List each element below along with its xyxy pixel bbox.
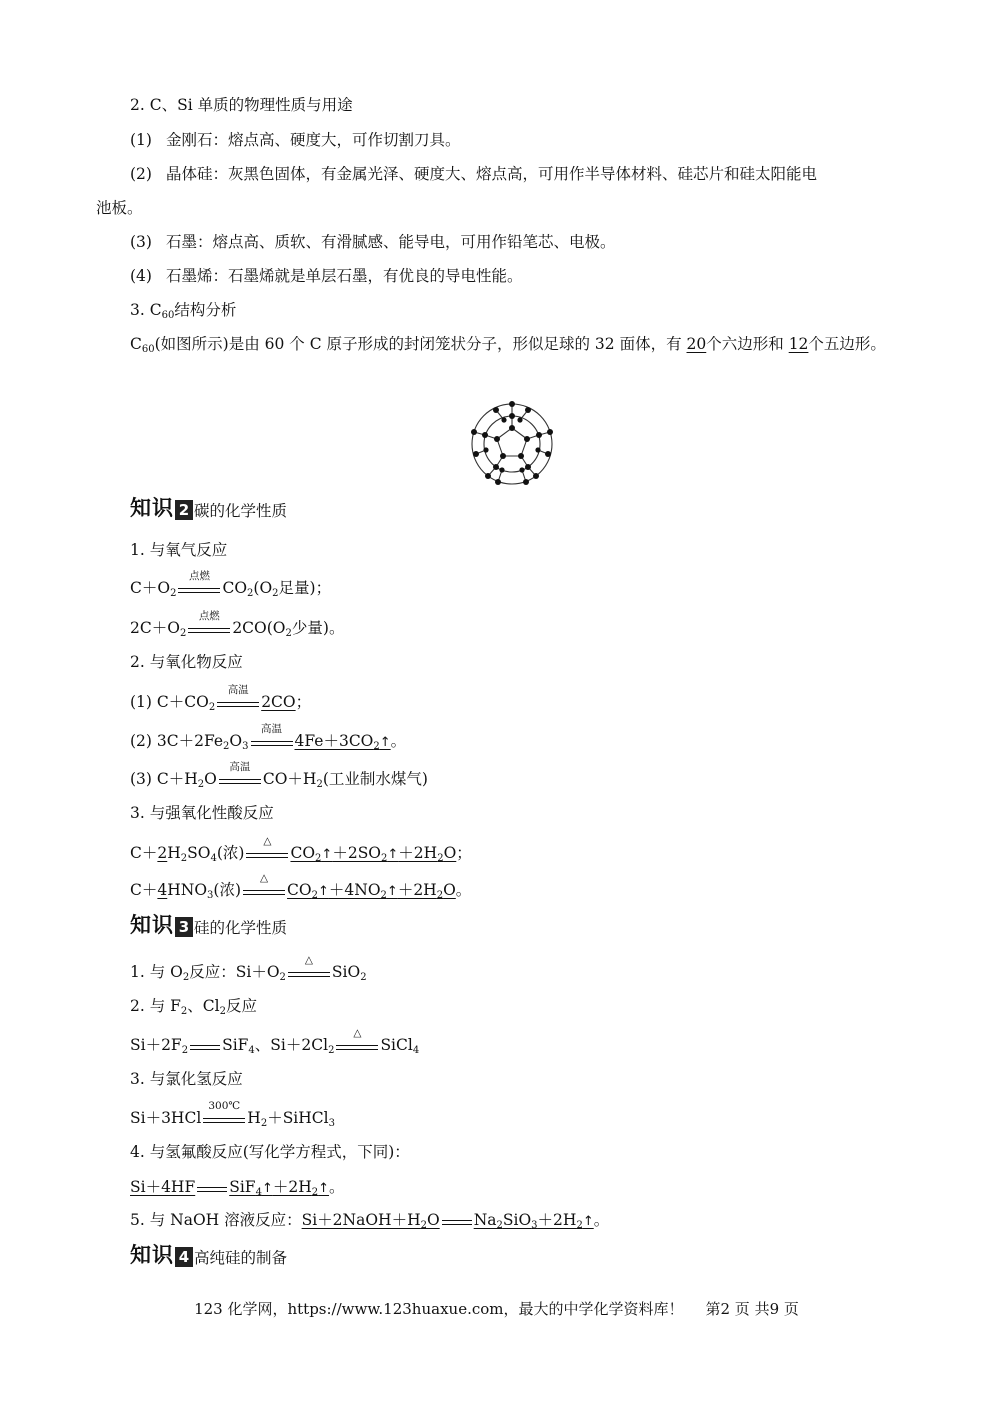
sub-heading: 3. 与强氧化性酸反应 <box>130 804 274 822</box>
reaction-condition: 300℃ <box>208 1100 241 1112</box>
sub-heading: 2. 与氧化物反应 <box>130 653 243 671</box>
list-item-number: (2) <box>130 165 152 183</box>
list-item-number: (1) <box>130 131 152 149</box>
text: (浓) <box>213 881 242 899</box>
equation: Si＋3HCl 300℃ $H_2+SiHCl_3$ <box>130 1100 335 1129</box>
text: (O <box>253 579 273 597</box>
knowledge-label: 知识 <box>130 913 174 937</box>
c60-molecule-image <box>466 398 558 490</box>
text: 反应： <box>189 963 236 981</box>
knowledge-badge: 4 <box>175 1247 193 1267</box>
text: 、Cl <box>187 997 220 1015</box>
text: 反应 <box>225 997 257 1015</box>
section-heading-c-si: 2. C、Si 单质的物理性质与用途 <box>130 96 353 114</box>
footer-text: 123 化学网，https://www.123huaxue.com，最大的中学化学资料库！ <box>194 1300 684 1318</box>
text: (浓) <box>216 844 245 862</box>
equation: (2) $3C+2Fe_2O_3$ 高温 $4Fe+3CO_2↑$。 <box>130 723 407 752</box>
list-item-number: (4) <box>130 267 152 285</box>
sub-heading: 3. 与氯化氢反应 <box>130 1070 243 1088</box>
equation: $Si+2F_2$ SiF$_4$、$Si+2Cl_2$ △ SiCl$_4$ <box>130 1027 420 1056</box>
c60-paragraph <box>96 327 898 361</box>
heading-text: 3. C <box>130 301 162 319</box>
reaction-condition: 高温 <box>229 761 251 773</box>
list-item-number: (3) <box>130 233 152 251</box>
knowledge-title: 碳的化学性质 <box>194 502 288 520</box>
reaction-condition: 点燃 <box>188 570 210 582</box>
knowledge-badge: 2 <box>175 500 193 520</box>
list-item-text: 金刚石：熔点高、硬度大，可作切割刀具。 <box>166 131 461 149</box>
equation: Si＋4HF $SiF_4↑+2H_2↑$。 <box>130 1178 345 1198</box>
text: 1. 与 O <box>130 963 183 981</box>
page-footer <box>0 1298 993 1319</box>
reaction-condition: △ <box>263 835 272 847</box>
list-item <box>130 130 461 150</box>
equation: 1. 与 $O_2$反应：$Si+O_2$ △ SiO$_2$ <box>130 954 367 983</box>
list-item-text: 石墨：熔点高、质软、有滑腻感、能导电，可用作铅笔芯、电极。 <box>166 233 616 251</box>
knowledge-heading-4 <box>130 1241 287 1269</box>
list-item-text: 晶体硅：灰黑色固体，有金属光泽、硬度大、熔点高，可用作半导体材料、硅芯片和硅太阳能电 <box>166 165 818 183</box>
text: 2. 与 F <box>130 997 181 1015</box>
equation: $C+2H_2SO_4$(浓) △ $CO_2↑+2SO_2↑+2H_2O$； <box>130 835 472 864</box>
text: 少量)。 <box>291 619 345 637</box>
reaction-condition: △ <box>304 954 313 966</box>
equation: (1) $C+CO_2$ 高温 2CO； <box>130 684 312 713</box>
knowledge-label: 知识 <box>130 1243 174 1267</box>
sub-heading: 1. 与氧气反应 <box>130 541 228 559</box>
text: C <box>130 335 142 353</box>
hexagon-count: 20 <box>686 335 707 353</box>
text: (工业制水煤气) <box>322 770 428 788</box>
sub-heading: 4. 与氢氟酸反应(写化学方程式，下同)： <box>130 1143 410 1161</box>
reaction-condition: △ <box>353 1027 362 1039</box>
text: (如图所示)是由 60 个 C 原子形成的封闭笼状分子，形似足球的 32 面体，有 <box>154 335 687 353</box>
heading-text: 结构分析 <box>174 301 237 319</box>
equation: (3) $C+H_2O$ 高温 $CO+H_2$(工业制水煤气) <box>130 761 428 790</box>
text: 个六边形和 <box>706 335 789 353</box>
text: 个五边形。 <box>808 335 886 353</box>
list-item-continuation: 池板。 <box>96 199 143 217</box>
reaction-condition: 高温 <box>227 684 249 696</box>
text: 5. 与 NaOH 溶液反应： <box>130 1211 302 1229</box>
knowledge-title: 硅的化学性质 <box>194 919 288 937</box>
knowledge-label: 知识 <box>130 496 174 520</box>
knowledge-heading-3 <box>130 911 287 939</box>
reaction-condition: △ <box>259 872 269 884</box>
knowledge-badge: 3 <box>175 917 193 937</box>
text: 足量)； <box>278 579 332 597</box>
page-number: 第2 页 共9 页 <box>705 1300 799 1318</box>
subscript: 60 <box>161 310 175 321</box>
text: (O <box>266 619 286 637</box>
sub-heading: 2. 与 $F_2$、$Cl_2$反应 <box>130 997 257 1017</box>
list-item <box>130 164 817 184</box>
equation: 5. 与 NaOH 溶液反应：$Si+2NaOH+H_2O$ $Na_2SiO_3+2H_2↑$。 <box>130 1211 610 1231</box>
list-item <box>130 232 616 252</box>
reaction-condition: 高温 <box>261 723 283 735</box>
list-item-text: 石墨烯：石墨烯就是单层石墨，有优良的导电性能。 <box>166 267 523 285</box>
pentagon-count: 12 <box>788 335 809 353</box>
section-heading-c60 <box>130 300 236 320</box>
equation: $C+4HNO_3$(浓) △ $CO_2↑+4NO_2↑+2H_2O$。 <box>130 872 472 901</box>
knowledge-title: 高纯硅的制备 <box>194 1249 288 1267</box>
knowledge-heading-2 <box>130 494 287 522</box>
list-item <box>130 266 523 286</box>
equation: $2C+O_2$ 点燃 $2CO(O_2$少量)。 <box>130 610 345 639</box>
subscript: 60 <box>141 344 155 355</box>
equation: $C+O_2$ 点燃 $CO_2(O_2$足量)； <box>130 570 332 599</box>
reaction-condition: 点燃 <box>198 610 220 622</box>
